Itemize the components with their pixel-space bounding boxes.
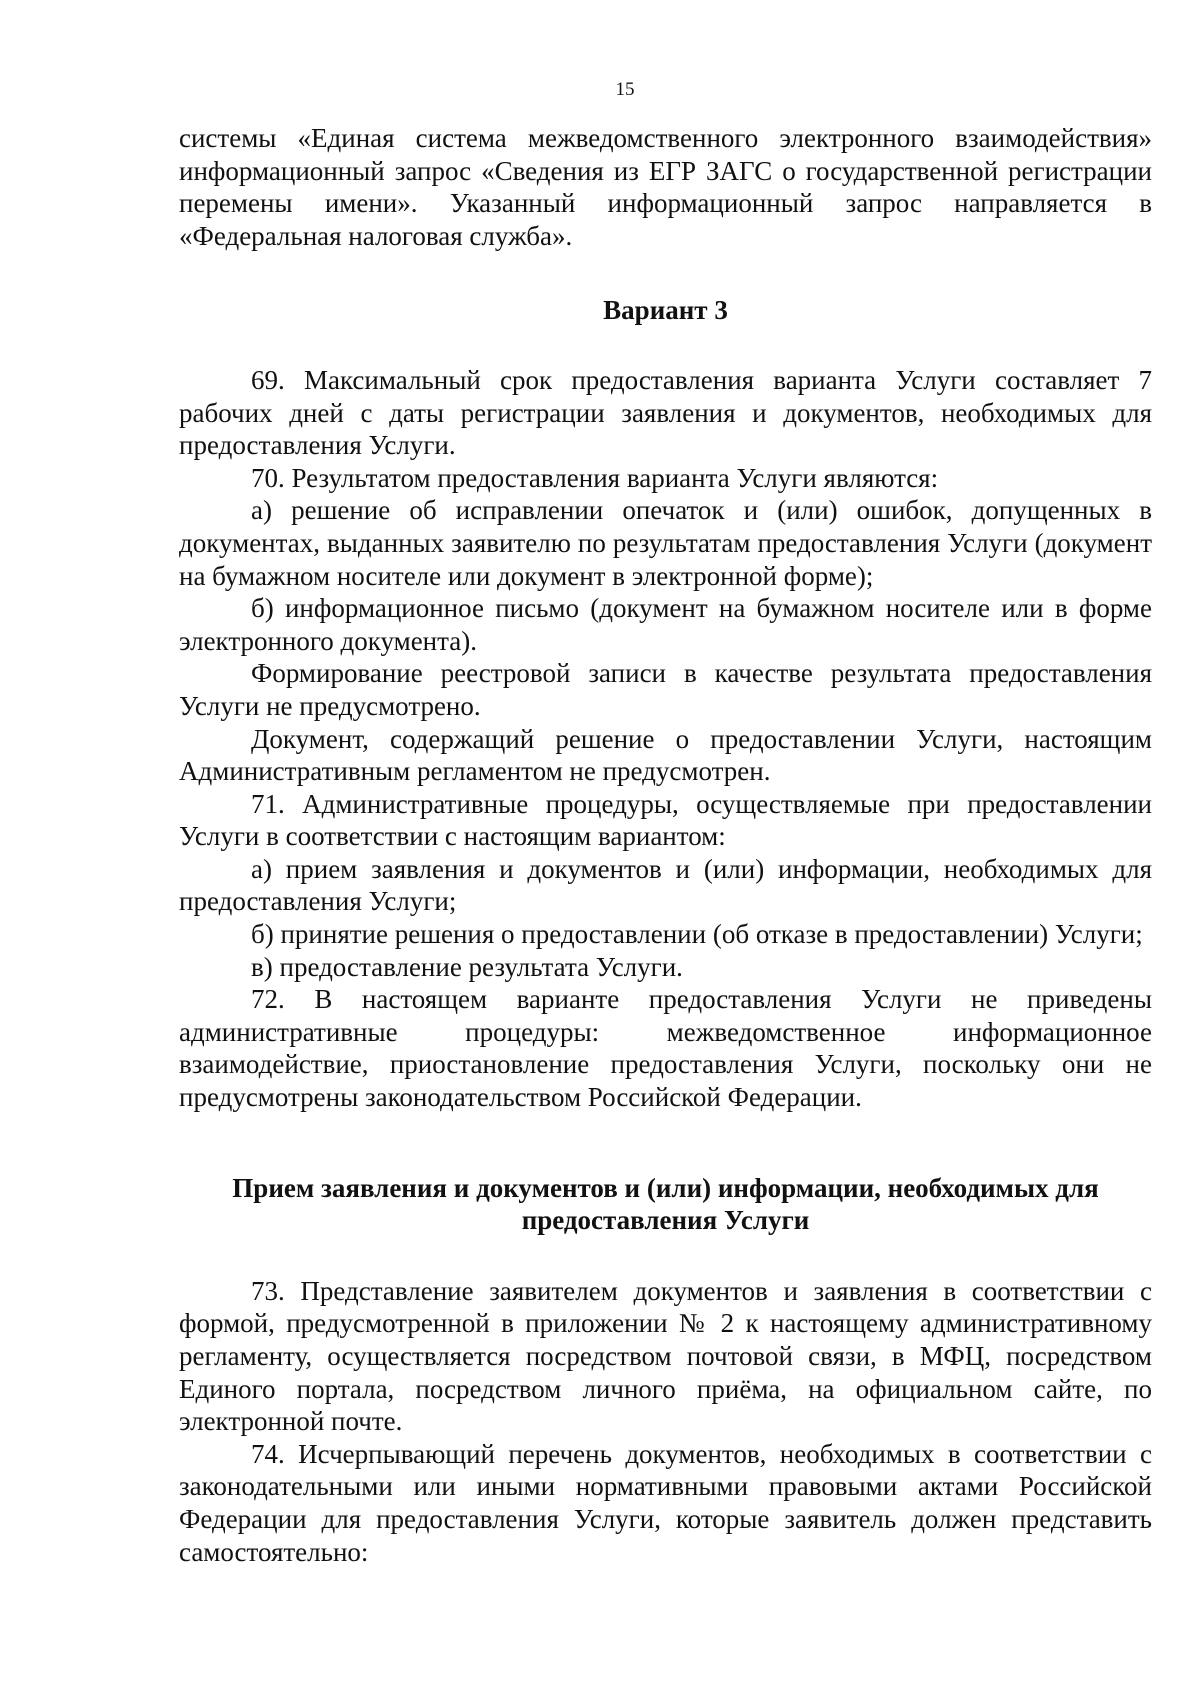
document-body — [179, 122, 1152, 1568]
paragraph-71-b: б) принятие решения о предоставлении (об отказе в предоставлении) Услуги; — [251, 919, 1143, 950]
heading-variant: Вариант 3 — [603, 295, 728, 326]
paragraph-decision-document: Документ, содержащий решение о предоставлении Услуги, настоящим Административным регламентом не предусмотрен. — [179, 723, 1152, 787]
paragraph-70: 70. Результатом предоставления варианта Услуги являются: — [251, 462, 939, 493]
heading-section: Прием заявления и документов и (или) информации, необходимых для предоставления Услуги — [232, 1172, 1099, 1236]
paragraph-73: 73. Представление заявителем документов и заявления в соответствии с формой, предусмотренной в приложении № 2 к настоящему административному регламенту, осуществляется посредством почтовой связи, в МФЦ, посредством Единого портала, посредством личного приёма, на официальном сайте, по электронной почте. — [179, 1275, 1152, 1437]
paragraph-intro: системы «Единая система межведомственного электронного взаимодействия» информационный запрос «Сведения из ЕГР ЗАГС о государственной регистрации перемены имени». Указанный информационный запрос направляется в «Федеральная налоговая служба». — [179, 123, 1152, 251]
paragraph-71: 71. Административные процедуры, осуществляемые при предоставлении Услуги в соответствии с настоящим вариантом: — [179, 788, 1152, 852]
paragraph-69: 69. Максимальный срок предоставления варианта Услуги составляет 7 рабочих дней с даты регистрации заявления и документов, необходимых для предоставления Услуги. — [179, 364, 1152, 461]
paragraph-72: 72. В настоящем варианте предоставления Услуги не приведены административные процедуры: межведомственное информационное взаимодействие, приостановление предоставления Услуги, поскольку они не предусмотрены законодательством Российской Федерации. — [179, 984, 1152, 1113]
paragraph-71-a: а) прием заявления и документов и (или) информации, необходимых для предоставления Услуги; — [179, 853, 1152, 917]
page-number: 15 — [615, 79, 635, 100]
paragraph-70-a: а) решение об исправлении опечаток и (или) ошибок, допущенных в документах, выданных заявителю по результатам предоставления Услуги (документ на бумажном носителе или документ в электронной форме); — [179, 495, 1152, 591]
paragraph-74: 74. Исчерпывающий перечень документов, необходимых в соответствии с законодательными или иными нормативными правовыми актами Российской Федерации для предоставления Услуги, которые заявитель должен представить самостоятельно: — [179, 1438, 1152, 1567]
paragraph-70-b: б) информационное письмо (документ на бумажном носителе или в форме электронного документа). — [179, 593, 1152, 656]
paragraph-71-c: в) предоставление результата Услуги. — [251, 951, 683, 982]
paragraph-registry-record: Формирование реестровой записи в качестве результата предоставления Услуги не предусмотрено. — [179, 658, 1152, 721]
